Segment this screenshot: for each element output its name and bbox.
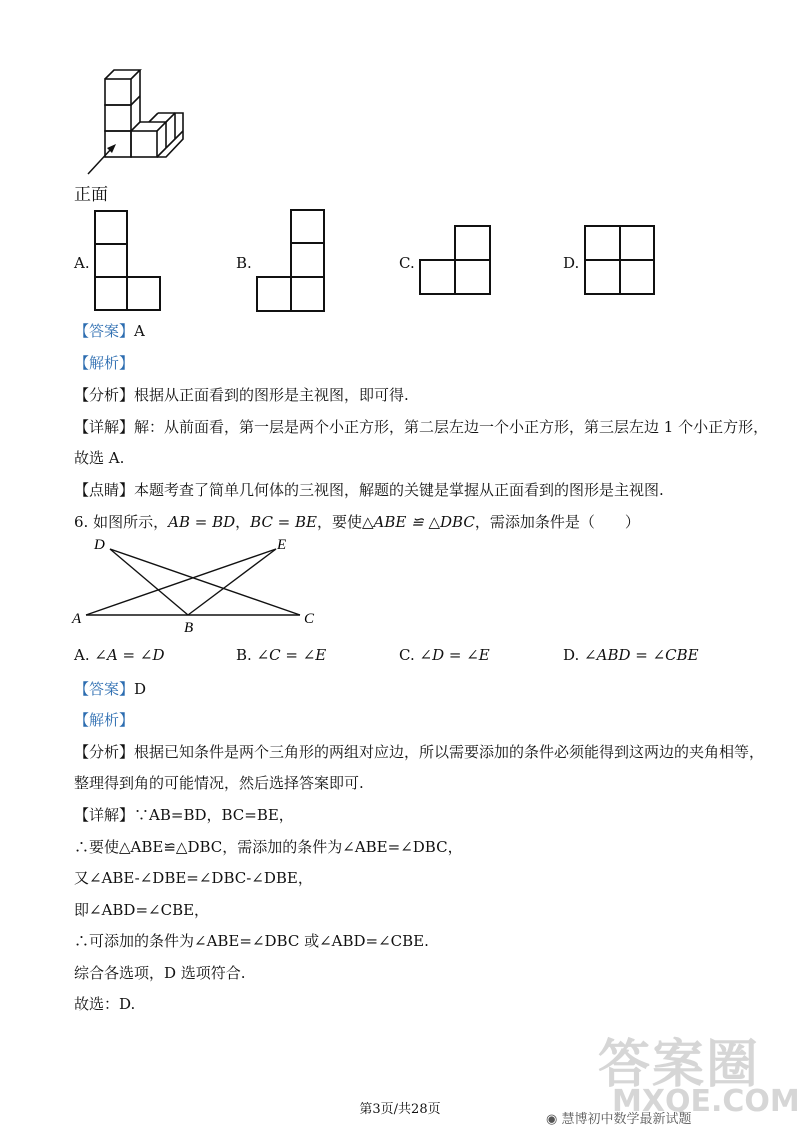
dianjing-text: 本题考查了简单几何体的三视图，解题的关键是掌握从正面看到的图形是主视图. bbox=[134, 481, 664, 499]
q5-option-a-figure bbox=[94, 210, 162, 312]
stem-condition-1: AB = BD bbox=[168, 513, 236, 531]
stem-text: 如图所示， bbox=[93, 513, 169, 531]
watermark-main: 答案圈 bbox=[598, 1035, 761, 1095]
q5-option-d-figure bbox=[584, 225, 656, 296]
analysis-tag: 【解析】 bbox=[74, 354, 135, 372]
answer-value: A bbox=[134, 322, 145, 340]
q6-detail-line: ∴可添加的条件为∠ABE=∠DBC 或∠ABD=∠CBE. bbox=[74, 932, 429, 950]
option-letter: A. bbox=[74, 646, 90, 664]
q6-detail-line: ∴要使△ABE≌△DBC，需添加的条件为∠ABE=∠DBC， bbox=[74, 838, 463, 856]
q5-solid-figure bbox=[60, 66, 200, 176]
dianjing-tag: 【点睛】 bbox=[74, 481, 135, 499]
fenxi-tag: 【分析】 bbox=[74, 743, 135, 761]
watermark-sub: MXQE.COM bbox=[612, 1084, 800, 1119]
q6-fenxi-2: 整理得到角的可能情况，然后选择答案即可. bbox=[74, 774, 364, 792]
fenxi-text: 根据从正面看到的图形是主视图，即可得. bbox=[134, 386, 409, 404]
q5-answer bbox=[74, 320, 145, 341]
wechat-account-name: 慧博初中数学最新试题 bbox=[561, 1112, 692, 1127]
q6-option-a bbox=[74, 646, 165, 664]
point-a-label: A bbox=[72, 611, 82, 627]
option-text: ∠D = ∠E bbox=[419, 646, 490, 664]
option-text: ∠A = ∠D bbox=[94, 646, 165, 664]
option-text: ∠ABD = ∠CBE bbox=[584, 646, 699, 664]
q5-detail-2: 故选 A. bbox=[74, 449, 125, 467]
q5-option-c-letter: C. bbox=[399, 254, 415, 272]
q6-option-c bbox=[399, 646, 490, 664]
point-c-label: C bbox=[304, 611, 315, 627]
stem-condition-2: BC = BE bbox=[250, 513, 317, 531]
q5-option-b-letter: B. bbox=[236, 254, 252, 272]
q5-option-c-figure bbox=[419, 225, 492, 296]
fenxi-text: 根据已知条件是两个三角形的两组对应边，所以需要添加的条件必须能得到这两边的夹角相等， bbox=[134, 743, 765, 761]
stem-text-3: ，需添加条件是（ ） bbox=[474, 513, 640, 531]
q5-detail bbox=[74, 416, 768, 437]
point-d-label: D bbox=[94, 537, 105, 553]
q6-detail-line: 综合各选项，D 选项符合. bbox=[74, 964, 246, 982]
q5-option-d-letter: D. bbox=[563, 254, 580, 272]
q6-option-b bbox=[236, 646, 326, 664]
analysis-tag: 【解析】 bbox=[74, 711, 135, 729]
question-number: 6. bbox=[74, 513, 89, 531]
q5-option-a-letter: A. bbox=[74, 254, 90, 272]
q6-option-d bbox=[563, 646, 699, 664]
front-label: 正面 bbox=[74, 185, 108, 205]
q6-detail bbox=[74, 804, 294, 825]
q6-detail-line: 又∠ABE-∠DBE=∠DBC-∠DBE， bbox=[74, 869, 313, 887]
q6-answer bbox=[74, 678, 146, 699]
detail-text: 解：从前面看，第一层是两个小正方形，第二层左边一个小正方形，第三层左边 1 个小正方形， bbox=[134, 418, 769, 436]
answer-value: D bbox=[134, 680, 147, 698]
q5-option-b-figure bbox=[256, 209, 326, 313]
option-text: ∠C = ∠E bbox=[256, 646, 327, 664]
answer-tag: 【答案】 bbox=[74, 680, 135, 698]
q6-fenxi bbox=[74, 741, 764, 762]
stem-separator: ， bbox=[235, 513, 251, 531]
stem-congruence: △ABE ≌ △DBC bbox=[362, 513, 475, 531]
option-letter: B. bbox=[236, 646, 252, 664]
page-footer: 第3页/共28页 bbox=[359, 1102, 441, 1117]
option-letter: C. bbox=[399, 646, 415, 664]
answer-tag: 【答案】 bbox=[74, 322, 135, 340]
q6-analysis bbox=[74, 709, 134, 730]
point-b-label: B bbox=[184, 620, 194, 635]
wechat-icon: ◉ bbox=[546, 1112, 558, 1127]
detail-tag: 【详解】 bbox=[74, 806, 135, 824]
detail-tag: 【详解】 bbox=[74, 418, 135, 436]
q5-analysis bbox=[74, 352, 134, 373]
q6-detail-line: 故选：D. bbox=[74, 995, 136, 1013]
q6-stem bbox=[74, 511, 640, 532]
q6-detail-line: 即∠ABD=∠CBE， bbox=[74, 901, 210, 919]
detail-line: ∵AB=BD，BC=BE， bbox=[134, 806, 294, 824]
q5-fenxi bbox=[74, 384, 409, 405]
fenxi-tag: 【分析】 bbox=[74, 386, 135, 404]
stem-text-2: ，要使 bbox=[317, 513, 363, 531]
q5-dianjing bbox=[74, 479, 664, 500]
option-letter: D. bbox=[563, 646, 580, 664]
q6-triangle-figure bbox=[70, 535, 330, 635]
point-e-label: E bbox=[277, 537, 287, 553]
